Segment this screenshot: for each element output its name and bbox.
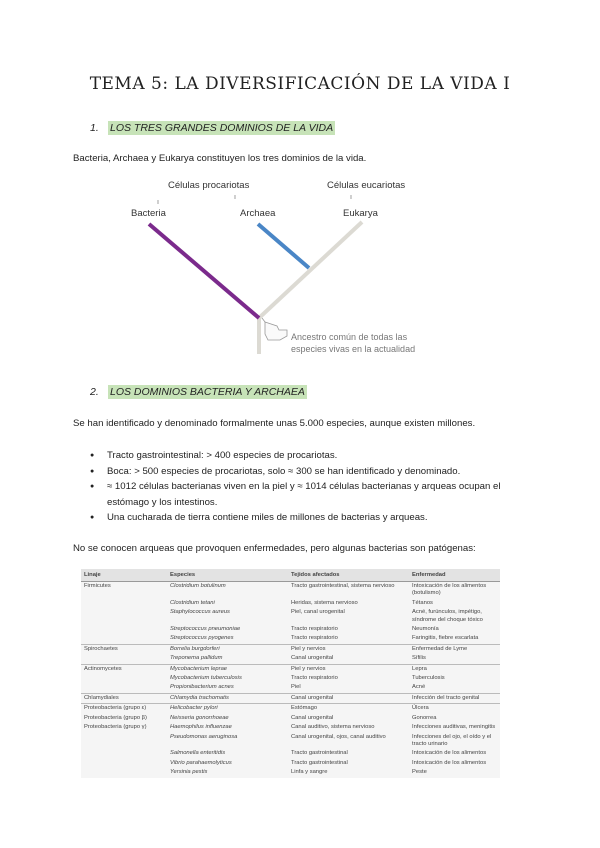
column-header: Linaje <box>81 569 167 582</box>
species-cell: Vibrio parahaemolyticus <box>170 759 232 766</box>
lineage-cell <box>81 683 167 693</box>
table-row <box>81 683 500 693</box>
lineage-cell: Actinomycetes <box>81 664 167 674</box>
prokaryote-label: Células procariotas <box>168 180 250 191</box>
eukaryote-label: Células eucariotas <box>327 180 406 191</box>
lineage-cell: Firmicutes <box>84 583 111 589</box>
bacteria-branch <box>149 224 259 318</box>
species-cell: Borrelia burgdorferi <box>167 644 288 654</box>
facts-list <box>90 448 530 526</box>
lineage-cell <box>81 733 167 750</box>
table-row <box>81 664 500 674</box>
list-item: ● Tracto gastrointestinal: > 400 especies de procariotas. <box>90 448 530 464</box>
tissues-cell: Piel, canal urogenital <box>291 609 345 616</box>
pointing-hand-icon <box>262 318 287 340</box>
pathogens-table <box>81 569 500 778</box>
tissues-cell: Canal urogenital <box>288 693 409 703</box>
species-cell: Treponema pallidum <box>170 655 223 662</box>
lineage-cell <box>81 599 167 608</box>
tissues-cell: Canal urogenital <box>291 714 334 721</box>
table-row <box>81 723 500 732</box>
lineage-cell: Proteobacteria (grupo γ) <box>84 724 147 731</box>
column-header: Enfermedad <box>409 569 500 582</box>
disease-cell: Faringitis, fiebre escarlata <box>412 635 479 642</box>
disease-cell: Infecciones del ojo, el oído y el tracto urinario <box>412 733 492 747</box>
section-heading-2 <box>90 386 307 398</box>
tissues-cell: Piel y nervios <box>288 664 409 674</box>
table-row <box>81 625 500 634</box>
domain-bacteria-label: Bacteria <box>131 208 166 219</box>
lineage-cell <box>81 654 167 664</box>
species-cell: Clostridium botulinum <box>170 583 226 589</box>
lineage-cell: Spirochaetes <box>81 644 167 654</box>
disease-cell: Sífilis <box>412 655 426 662</box>
table-row <box>81 733 500 750</box>
tissues-cell: Piel y nervios <box>288 644 409 654</box>
disease-cell: Acné <box>412 684 426 691</box>
table-row <box>81 599 500 608</box>
disease-cell: Lepra <box>409 664 500 674</box>
species-cell: Salmonella enteritidis <box>170 750 226 757</box>
disease-cell: Úlcera <box>409 704 500 714</box>
disease-cell: Acné, furúnculos, impétigo, síndrome del choque tóxico <box>412 609 483 623</box>
species-cell: Streptococcus pyogenes <box>170 635 234 642</box>
table-row <box>81 714 500 723</box>
species-cell: Mycobacterium tuberculosis <box>170 675 242 682</box>
disease-cell: Gonorrea <box>412 714 437 721</box>
lineage-cell <box>81 749 167 758</box>
lineage-cell <box>81 759 167 768</box>
ancestor-note-line: especies vivas en la actualidad <box>291 344 416 354</box>
species-cell: Neisseria gonorrhoeae <box>170 714 229 721</box>
table-row <box>81 644 500 654</box>
species-paragraph: Se han identificado y denominado formalmente unas 5.000 especies, aunque existen millones. <box>73 418 476 429</box>
tissues-cell: Heridas, sistema nervioso <box>291 599 358 606</box>
tissues-cell: Tracto gastrointestinal <box>291 750 348 757</box>
section-number: 2. <box>90 386 99 398</box>
table-row <box>81 768 500 777</box>
disease-cell: Tétanos <box>412 599 433 606</box>
domain-eukarya-label: Eukarya <box>343 208 378 219</box>
intro-paragraph: Bacteria, Archaea y Eukarya constituyen los tres dominios de la vida. <box>73 153 367 164</box>
tissues-cell: Tracto respiratorio <box>291 675 338 682</box>
pathogen-paragraph: No se conocen arqueas que provoquen enfermedades, pero algunas bacterias son patógenas: <box>73 543 476 554</box>
species-cell: Yersinia pestis <box>170 769 208 776</box>
disease-cell: Intoxicación de los alimentos <box>412 750 487 757</box>
list-item: ● Boca: > 500 especies de procariotas, solo ≈ 300 se han identificado y denominado. <box>90 464 530 480</box>
lineage-cell: Proteobacteria (grupo β) <box>84 714 147 721</box>
lineage-cell: Chlamydiales <box>81 693 167 703</box>
tissues-cell: Canal auditivo, sistema nervioso <box>291 724 375 731</box>
species-cell: Helicobacter pylori <box>167 704 288 714</box>
section-title: LOS DOMINIOS BACTERIA Y ARCHAEA <box>110 386 305 398</box>
column-header: Especies <box>167 569 288 582</box>
tissues-cell: Canal urogenital <box>291 655 334 662</box>
tissues-cell: Tracto respiratorio <box>291 626 338 633</box>
page-title: TEMA 5: LA DIVERSIFICACIÓN DE LA VIDA I <box>89 74 511 94</box>
list-item: ● ≈ 1012 células bacterianas viven en la piel y ≈ 1014 células bacterianas y arqueas ocupan el estómago y los intestinos. <box>90 479 530 510</box>
lineage-cell <box>81 608 167 625</box>
lineage-cell <box>81 768 167 777</box>
tissues-cell: Tracto respiratorio <box>291 635 338 642</box>
species-cell: Propionibacterium acnes <box>170 684 234 691</box>
species-cell: Clostridium tetani <box>170 599 215 606</box>
column-header: Tejidos afectados <box>288 569 409 582</box>
tissues-cell: Canal urogenital, ojos, canal auditivo <box>291 733 386 740</box>
disease-cell: Enfermedad de Lyme <box>409 644 500 654</box>
table-row <box>81 704 500 714</box>
tissues-cell: Linfa y sangre <box>291 769 328 776</box>
table-body <box>81 582 500 778</box>
table-row <box>81 582 500 599</box>
disease-cell: Intoxicación de los alimentos (botulismo) <box>412 583 487 597</box>
tissues-cell: Tracto gastrointestinal <box>291 759 348 766</box>
tissues-cell: Tracto gastrointestinal, sistema nervioso <box>291 583 395 589</box>
lineage-cell: Proteobacteria (grupo ε) <box>81 704 167 714</box>
disease-cell: Peste <box>412 769 427 776</box>
table-row <box>81 634 500 644</box>
species-cell: Haemophilus influenzae <box>170 724 232 731</box>
table-row <box>81 608 500 625</box>
tissues-cell: Piel <box>291 684 301 691</box>
table-row <box>81 693 500 703</box>
list-item: ● Una cucharada de tierra contiene miles de millones de bacterias y arqueas. <box>90 510 530 526</box>
table-row <box>81 654 500 664</box>
species-cell: Staphylococcus aureus <box>170 609 230 616</box>
disease-cell: Neumonía <box>412 626 439 633</box>
section-title: LOS TRES GRANDES DOMINIOS DE LA VIDA <box>110 122 334 134</box>
archaea-branch <box>258 224 309 268</box>
disease-cell: Intoxicación de los alimentos <box>412 759 487 766</box>
tissues-cell: Estómago <box>288 704 409 714</box>
table-header-row <box>81 569 500 582</box>
table-row <box>81 749 500 758</box>
table-row <box>81 759 500 768</box>
disease-cell: Tuberculosis <box>412 675 445 682</box>
species-cell: Streptococcus pneumoniae <box>170 626 241 633</box>
section-number: 1. <box>90 122 99 134</box>
lineage-cell <box>81 674 167 683</box>
species-cell: Mycobacterium leprae <box>167 664 288 674</box>
ancestor-note-line: Ancestro común de todas las <box>291 332 408 342</box>
table-row <box>81 674 500 683</box>
disease-cell: Infecciones auditivas, meningitis <box>412 724 496 731</box>
lineage-cell <box>81 625 167 634</box>
disease-cell: Infección del tracto genital <box>409 693 500 703</box>
domain-archaea-label: Archaea <box>240 208 276 219</box>
lineage-cell <box>81 634 167 644</box>
species-cell: Pseudomonas aeruginosa <box>170 733 238 740</box>
ancestor-note <box>291 331 415 355</box>
species-cell: Chlamydia trachomatis <box>167 693 288 703</box>
